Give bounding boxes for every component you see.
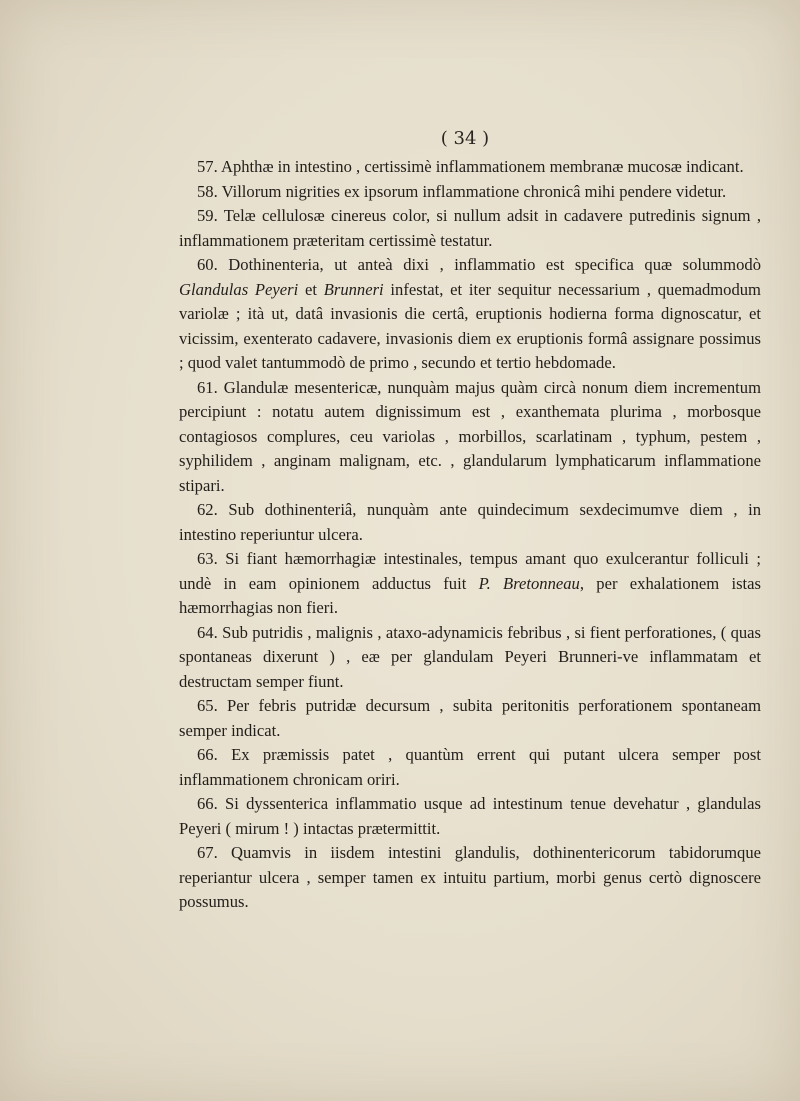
paragraph-number: 64. <box>197 622 218 642</box>
paragraph-number: 66. <box>197 794 218 813</box>
paragraph-number: 66. <box>197 745 218 764</box>
page-number: ( 34 ) <box>440 128 490 149</box>
paragraph-number: 57. <box>197 157 218 176</box>
paragraph <box>179 792 761 841</box>
paragraph-text: Si dyssenterica inflammatio usque ad intestinum tenue devehatur , glandulas Peyeri ( mirum ! ) intactas prætermittit. <box>179 794 761 838</box>
paragraph-text: Glandulæ mesentericæ, nunquàm majus quàm circà nonum diem incrementum percipiunt : notatu autem dignissimum est , exanthemata plurima , morbosque contagiosos complures, ceu variolas , morbillos, scarlatinam , typhum, pestem , syphilidem , anginam malignam, etc. , glandularum lymphaticarum inflammatione stipari. <box>179 377 761 495</box>
paragraph-text: Sub putridis , malignis , ataxo-adynamicis febribus , si fient perforationes, ( quas spontaneas dixerunt ) , eæ per glandulam Peyeri Brunneri-ve inflammatam et destructam semper fiunt. <box>179 622 761 691</box>
paragraph-number: 63. <box>197 549 218 568</box>
paragraph <box>179 547 761 621</box>
paragraph-text: , per exhalationem istas hæmorrhagias non fieri. <box>179 573 761 617</box>
paragraph-text: Quamvis in iisdem intestini glandulis, dothinentericorum tabidorumque reperiantur ulcera , semper tamen ex intuitu partium, morbi genus certò dignoscere possumus. <box>179 843 761 911</box>
body-text <box>179 155 761 915</box>
italic-name: Brunneri <box>323 279 384 299</box>
paragraph-text: infestat, et iter sequitur necessarium , quemadmodum variolæ ; ità ut, datâ invasionis die certâ, eruptionis hodierna forma dignoscatur, et vicissim, exenterato cadavere, invasionis diem ex eruptionis formâ assignare possimus ; quod valet tantummodò de primo , secundo et tertio hebdomade. <box>179 279 761 372</box>
paragraph-number: 65. <box>197 696 218 715</box>
paragraph <box>179 376 761 499</box>
paragraph-number: 61. <box>197 377 218 397</box>
paragraph <box>179 498 761 547</box>
paragraph-text: et <box>298 279 324 299</box>
paragraph <box>179 155 761 180</box>
paragraph-number: 58. <box>197 181 218 201</box>
paragraph <box>179 694 761 743</box>
paragraph <box>179 841 761 915</box>
paragraph <box>179 743 761 792</box>
paragraph <box>179 180 761 205</box>
paragraph-text: Dothinenteria, ut anteà dixi , inflammatio est specifica quæ solummodò <box>217 255 761 274</box>
paragraph-number: 60. <box>197 255 218 274</box>
paragraph-text: Telæ cellulosæ cinereus color, si nullum adsit in cadavere putredinis signum , inflammationem præteritam certissimè testatur. <box>179 206 761 250</box>
paragraph-text: Per febris putridæ decursum , subita peritonitis perforationem spontaneam semper indicat. <box>179 696 761 740</box>
paragraph <box>179 621 761 695</box>
paragraph-text: Si fiant hæmorrhagiæ intestinales, tempus amant quo exulcerantur folliculi ; undè in eam opinionem adductus fuit <box>179 549 761 593</box>
paragraph-number: 62. <box>197 500 218 519</box>
paragraph-text: Sub dothinenteriâ, nunquàm ante quindecimum sexdecimumve diem , in intestino reperiuntur ulcera. <box>179 500 761 544</box>
paragraph <box>179 253 761 376</box>
italic-name: Glandulas Peyeri <box>179 279 299 299</box>
paragraph-text: Ex præmissis patet , quantùm errent qui putant ulcera semper post inflammationem chronicam oriri. <box>179 745 761 789</box>
paragraph-number: 59. <box>197 206 218 225</box>
italic-name: P. Bretonneau <box>478 573 580 593</box>
paragraph-text: Aphthæ in intestino , certissimè inflammationem membranæ mucosæ indicant. <box>217 157 744 176</box>
paragraph <box>179 204 761 253</box>
paragraph-number: 67. <box>197 843 218 862</box>
paragraph-text: Villorum nigrities ex ipsorum inflammatione chronicâ mihi pendere videtur. <box>217 181 727 201</box>
